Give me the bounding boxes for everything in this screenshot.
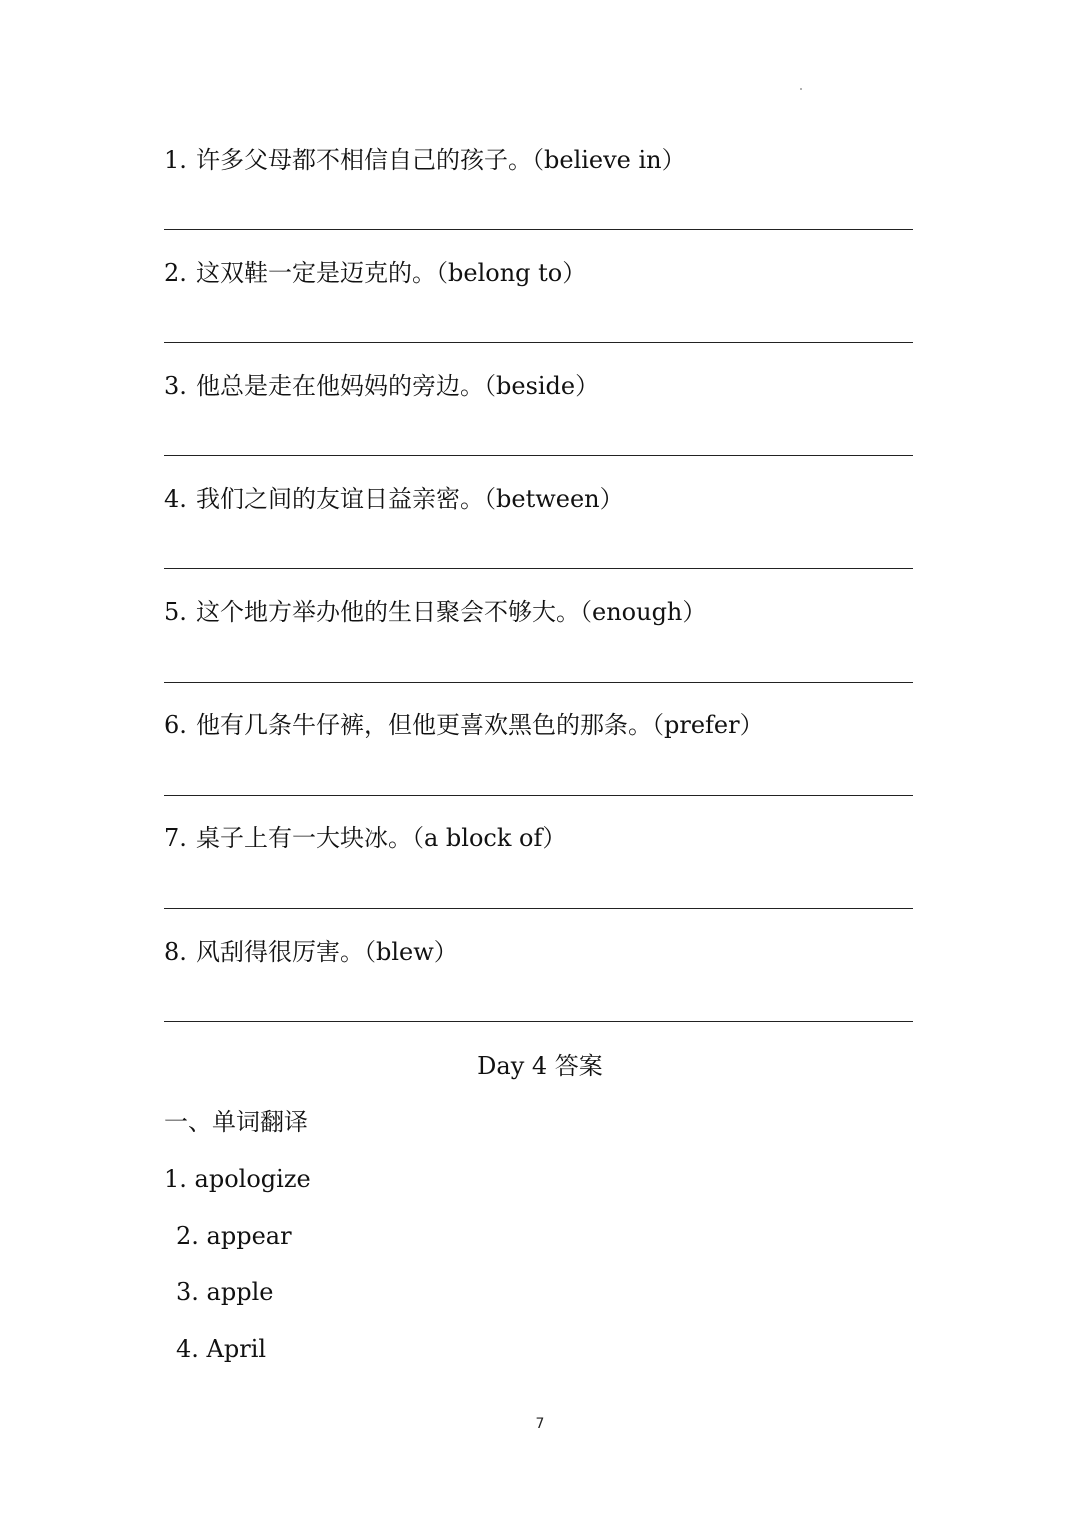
page-number: 7 (535, 1416, 545, 1432)
question-6: 6. 他有几条牛仔裤，但他更喜欢黑色的那条。（prefer） (164, 711, 764, 739)
question-4: 4. 我们之间的友谊日益亲密。（between） (164, 485, 624, 513)
stray-mark (800, 88, 802, 90)
question-7: 7. 桌子上有一大块冰。（a block of） (164, 824, 567, 852)
question-2: 2. 这双鞋一定是迈克的。（belong to） (164, 259, 587, 287)
section-title: 一、单词翻译 (164, 1108, 308, 1136)
answer-line-3 (164, 455, 913, 456)
question-3: 3. 他总是走在他妈妈的旁边。（beside） (164, 372, 600, 400)
answer-line-6 (164, 795, 913, 796)
answer-item: 2. appear (176, 1222, 292, 1250)
answer-item: 1. apologize (164, 1165, 311, 1193)
answer-line-8 (164, 1021, 913, 1022)
answer-line-5 (164, 682, 913, 683)
answer-item: 4. April (176, 1335, 267, 1363)
question-1: 1. 许多父母都不相信自己的孩子。（believe in） (164, 146, 686, 174)
answer-line-1 (164, 229, 913, 230)
question-8: 8. 风刮得很厉害。（blew） (164, 938, 458, 966)
answer-line-2 (164, 342, 913, 343)
answer-line-7 (164, 908, 913, 909)
answer-item: 3. apple (176, 1278, 274, 1306)
answer-line-4 (164, 568, 913, 569)
question-5: 5. 这个地方举办他的生日聚会不够大。（enough） (164, 598, 707, 626)
answer-heading: Day 4 答案 (477, 1052, 603, 1080)
